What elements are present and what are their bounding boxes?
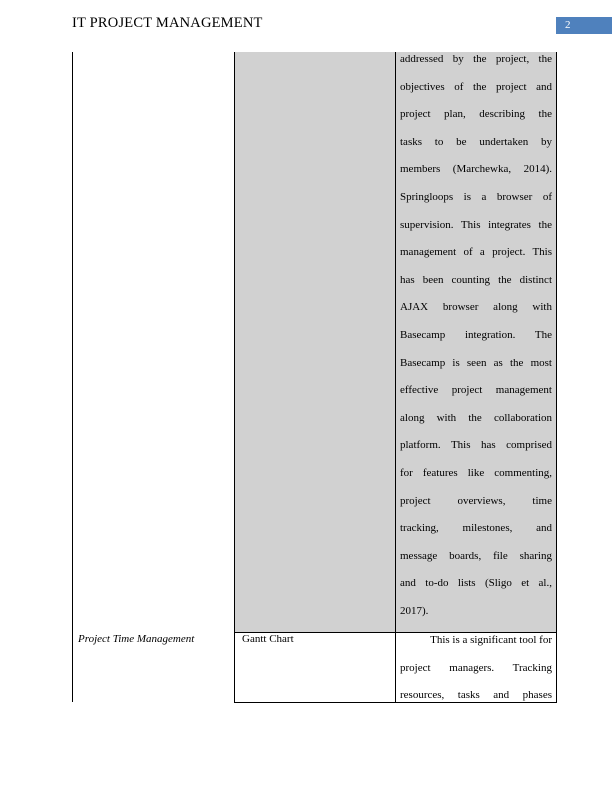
- description-line: platform. This has comprised: [400, 439, 552, 452]
- description-line: effective project management: [400, 384, 552, 397]
- description-line: Basecamp integration. The: [400, 328, 552, 341]
- table-left-border: [72, 52, 73, 702]
- description-line: along with the collaboration: [400, 411, 552, 424]
- description-line: tasks to be undertaken by: [400, 135, 552, 148]
- description-line: objectives of the project and: [400, 80, 552, 93]
- description-line: and to-do lists (Sligo et al.,: [400, 577, 552, 590]
- description-line: tracking, milestones, and: [400, 522, 552, 535]
- description-line: resources, tasks and phases: [400, 689, 552, 702]
- description-line: management of a project. This: [400, 246, 552, 259]
- description-line: addressed by the project, the: [400, 53, 552, 65]
- description-line: project managers. Tracking: [400, 661, 552, 674]
- description-line: for features like commenting,: [400, 466, 552, 479]
- description-line: Springloops is a browser of: [400, 190, 552, 203]
- row1-tool-cell: [234, 52, 396, 633]
- row2-description: [395, 627, 557, 710]
- row2-tool-name: Gantt Chart: [242, 633, 294, 645]
- description-line: supervision. This integrates the: [400, 218, 552, 231]
- description-line: members (Marchewka, 2014).: [400, 163, 552, 176]
- row2-knowledge-area: Project Time Management: [78, 633, 195, 645]
- header-title: IT PROJECT MANAGEMENT: [72, 15, 263, 31]
- description-line: 2017).: [400, 604, 429, 617]
- description-line: has been counting the distinct: [400, 273, 552, 286]
- description-line: project overviews, time: [400, 494, 552, 507]
- description-line: message boards, file sharing: [400, 549, 552, 562]
- description-line: Basecamp is seen as the most: [400, 356, 552, 369]
- description-line: AJAX browser along with: [400, 301, 552, 314]
- page-number-badge: 2: [556, 17, 612, 34]
- description-line: project plan, describing the: [400, 108, 552, 121]
- row1-description: [395, 46, 557, 625]
- description-line: This is a significant tool for: [430, 634, 552, 646]
